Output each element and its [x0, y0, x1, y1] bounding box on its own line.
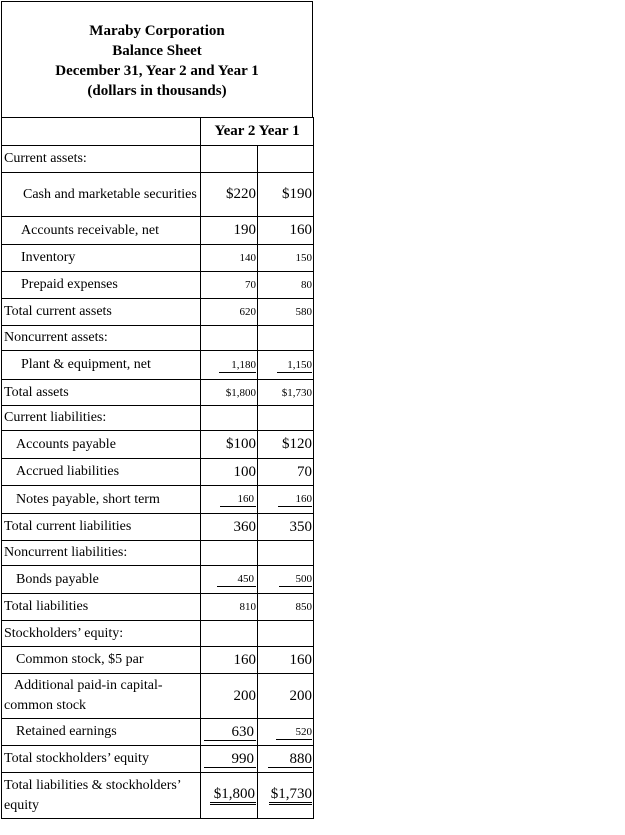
row-label: Noncurrent assets:	[2, 326, 201, 351]
year2-value-underlined: 990	[204, 751, 257, 768]
year2-value: $220	[201, 173, 258, 217]
year1-value: 80	[258, 272, 314, 299]
row-label: Retained earnings	[2, 719, 201, 746]
year1-value	[258, 486, 314, 514]
year2-value: 140	[201, 245, 258, 272]
row-label: Total liabilities	[2, 594, 201, 621]
row-label: Accrued liabilities	[2, 459, 201, 486]
year1-header: Year 1	[258, 123, 300, 139]
year1-value	[258, 326, 314, 351]
year2-value	[201, 486, 258, 514]
total-row	[2, 380, 314, 406]
row-label: Additional paid-in capital-common stock	[2, 674, 201, 719]
year2-value: 360	[201, 514, 258, 541]
table-row	[2, 621, 314, 647]
row-label: Cash and marketable securities	[2, 173, 201, 217]
table-row	[2, 647, 314, 674]
subtotal-row	[2, 746, 314, 773]
year2-value-underlined: 1,180	[219, 358, 256, 373]
year2-value	[201, 351, 258, 380]
year1-value-underlined: 1,150	[277, 358, 312, 373]
row-label: Plant & equipment, net	[2, 351, 201, 380]
year2-value-underlined: 160	[220, 492, 257, 507]
row-label: Accounts receivable, net	[2, 217, 201, 245]
statement-name: Balance Sheet	[112, 43, 202, 59]
table-row	[2, 486, 314, 514]
subtotal-row	[2, 299, 314, 326]
row-label: Bonds payable	[2, 566, 201, 594]
year2-value	[201, 541, 258, 566]
year1-value: 70	[258, 459, 314, 486]
table-row	[2, 272, 314, 299]
table-row	[2, 541, 314, 566]
row-label: Total stockholders’ equity	[2, 746, 201, 773]
year1-value	[258, 719, 314, 746]
year2-value: 70	[201, 272, 258, 299]
table-row	[2, 173, 314, 217]
grand-total-row	[2, 773, 314, 819]
statement-header	[1, 1, 313, 118]
year1-value-underlined: 160	[278, 492, 313, 507]
year2-value	[201, 621, 258, 647]
year2-value: 100	[201, 459, 258, 486]
row-label: Current assets:	[2, 146, 201, 173]
row-label: Total liabilities & stockholders’ equity	[2, 773, 201, 819]
year2-value: $100	[201, 431, 258, 459]
table-row	[2, 326, 314, 351]
table-row	[2, 431, 314, 459]
table-row	[2, 719, 314, 746]
year1-value-underlined: 880	[268, 751, 313, 768]
row-label: Total current liabilities	[2, 514, 201, 541]
year2-value-underlined: 450	[217, 572, 257, 587]
year1-value: 160	[258, 647, 314, 674]
year1-value: $120	[258, 431, 314, 459]
year1-value: $190	[258, 173, 314, 217]
year2-value-double-underlined: $1,800	[210, 786, 256, 805]
year2-value	[201, 146, 258, 173]
year2-value	[201, 773, 258, 819]
year1-value: 350	[258, 514, 314, 541]
balance-sheet-table	[1, 117, 314, 819]
year1-value	[258, 351, 314, 380]
year2-value: 810	[201, 594, 258, 621]
row-label: Notes payable, short term	[2, 486, 201, 514]
year2-value	[201, 406, 258, 431]
row-label: Inventory	[2, 245, 201, 272]
table-row	[2, 406, 314, 431]
year2-value	[201, 719, 258, 746]
year2-header: Year 2	[214, 123, 256, 139]
year1-value: 160	[258, 217, 314, 245]
year1-value: 150	[258, 245, 314, 272]
table-row	[2, 146, 314, 173]
table-row	[2, 217, 314, 245]
year1-value: $1,730	[258, 380, 314, 406]
header-label-cell	[2, 118, 201, 146]
year1-value	[258, 746, 314, 773]
year1-value	[258, 146, 314, 173]
table-row	[2, 566, 314, 594]
row-label: Total assets	[2, 380, 201, 406]
year2-value: 200	[201, 674, 258, 719]
year1-value	[258, 773, 314, 819]
balance-sheet	[1, 1, 313, 819]
year2-value: $1,800	[201, 380, 258, 406]
row-label: Stockholders’ equity:	[2, 621, 201, 647]
year2-value-underlined: 630	[204, 724, 257, 741]
row-label: Prepaid expenses	[2, 272, 201, 299]
statement-period: December 31, Year 2 and Year 1	[55, 63, 259, 79]
year1-value-underlined: 500	[279, 572, 313, 587]
table-row	[2, 245, 314, 272]
year2-value	[201, 566, 258, 594]
row-label: Common stock, $5 par	[2, 647, 201, 674]
header-row	[2, 118, 314, 146]
year2-value: 190	[201, 217, 258, 245]
year1-value-double-underlined: $1,730	[269, 786, 312, 805]
year2-value: 620	[201, 299, 258, 326]
year1-value	[258, 541, 314, 566]
row-label: Accounts payable	[2, 431, 201, 459]
year2-value	[201, 746, 258, 773]
row-label: Total current assets	[2, 299, 201, 326]
year1-value	[258, 406, 314, 431]
statement-units: (dollars in thousands)	[87, 83, 227, 99]
year1-value	[258, 566, 314, 594]
year2-value: 160	[201, 647, 258, 674]
year1-value-underlined: 520	[276, 725, 313, 740]
table-row	[2, 459, 314, 486]
year2-value	[201, 326, 258, 351]
year1-value: 580	[258, 299, 314, 326]
row-label: Noncurrent liabilities:	[2, 541, 201, 566]
subtotal-row	[2, 514, 314, 541]
row-label: Current liabilities:	[2, 406, 201, 431]
table-row	[2, 351, 314, 380]
year1-value	[258, 621, 314, 647]
total-row	[2, 594, 314, 621]
table-row	[2, 674, 314, 719]
company-name: Maraby Corporation	[89, 23, 225, 39]
year-headers	[201, 118, 314, 146]
year1-value: 850	[258, 594, 314, 621]
year1-value: 200	[258, 674, 314, 719]
